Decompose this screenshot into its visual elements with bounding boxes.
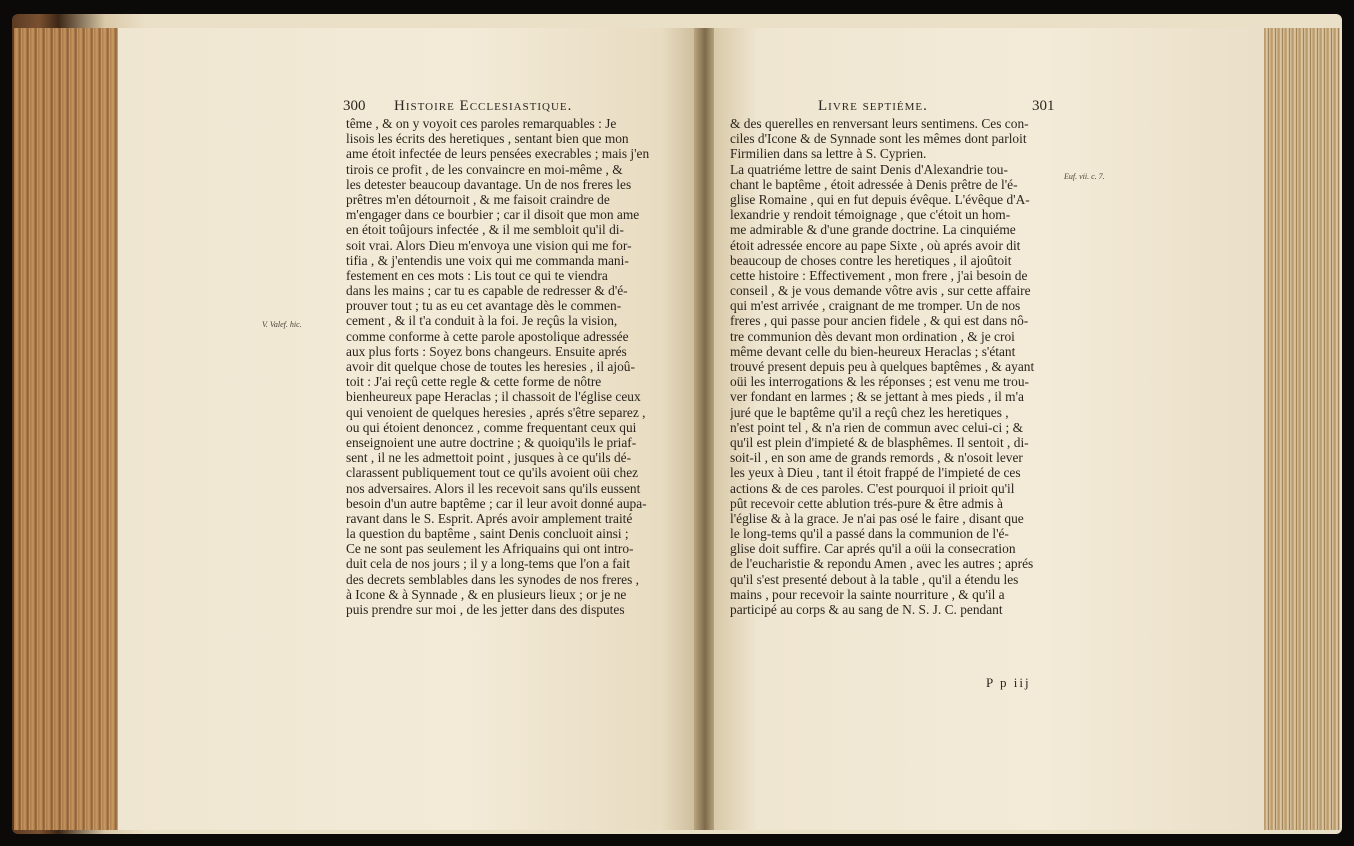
text-line: chant le baptême , étoit adressée à Denis prêtre de l'é- bbox=[730, 176, 1018, 192]
text-line: festement en ces mots : Lis tout ce qui te viendra bbox=[346, 267, 608, 283]
text-line: lisois les écrits des heretiques , sentant bien que mon bbox=[346, 131, 629, 147]
right-margin-note: Euf. vii. c. 7. bbox=[1064, 172, 1105, 181]
text-line: les yeux à Dieu , tant il étoit frappé de l'impieté de ces bbox=[730, 465, 1021, 481]
text-line: beaucoup de choses contre les heretiques , il ajoûtoit bbox=[730, 252, 1012, 268]
left-page-edges bbox=[14, 28, 124, 830]
text-line: ravant dans le S. Esprit. Aprés avoir amplement traité bbox=[346, 510, 633, 526]
text-line: soit vrai. Alors Dieu m'envoya une vision qui me for- bbox=[346, 237, 632, 253]
left-page-text bbox=[346, 116, 681, 617]
text-line: glise doit suffire. Car aprés qu'il a oüi la consecration bbox=[730, 541, 1016, 557]
text-line: comme conforme à cette parole apostolique adressée bbox=[346, 328, 629, 344]
text-line: cette histoire : Effectivement , mon frere , j'ai besoin de bbox=[730, 267, 1028, 283]
text-line: pût recevoir cette ablution trés-pure & être admis à bbox=[730, 495, 1003, 511]
text-line: ciles d'Icone & de Synnade sont les mêmes dont parloit bbox=[730, 131, 1027, 147]
left-margin-note: V. Valef. hic. bbox=[262, 320, 302, 329]
text-line: & des querelles en renversant leurs sentimens. Ces con- bbox=[730, 116, 1029, 131]
text-line: participé au corps & au sang de N. S. J. C. pendant bbox=[730, 602, 1003, 617]
text-line: lexandrie y rendoit témoignage , que c'étoit un hom- bbox=[730, 207, 1011, 223]
right-running-head: Livre septiéme. bbox=[818, 98, 928, 114]
text-line: duit cela de nos jours ; il y a long-tems que l'on a fait bbox=[346, 556, 630, 572]
left-running-head: Histoire Ecclesiastique. bbox=[394, 98, 573, 114]
text-line: soit-il , en son ame de grands remords , & n'osoit lever bbox=[730, 450, 1023, 466]
text-line: actions & de ces paroles. C'est pourquoi il prioit qu'il bbox=[730, 480, 1015, 496]
text-line: glise Romaine , qui en fut depuis évêque. L'évêque d'A- bbox=[730, 191, 1030, 207]
text-line: les detester beaucoup davantage. Un de nos freres les bbox=[346, 176, 632, 192]
text-line: oüi les interrogations & les réponses ; est venu me trou- bbox=[730, 374, 1029, 390]
text-line: juré que le baptême qu'il a reçû chez les heretiques , bbox=[730, 404, 1009, 420]
text-line: qui venoient de quelques heresies , aprés s'être separez , bbox=[346, 404, 646, 420]
text-line: clarassent publiquement tout ce qu'ils avoient oüi chez bbox=[346, 465, 639, 481]
text-line: qu'il est plein d'impieté & de blasphêmes. Il sentoit , di- bbox=[730, 434, 1029, 450]
right-page-edges bbox=[1262, 28, 1340, 830]
signature-mark: P p iij bbox=[986, 675, 1031, 690]
text-line: puis prendre sur moi , de les jetter dans des disputes bbox=[346, 602, 625, 617]
text-line: sent , il ne les admettoit point , jusques à ce qu'ils dé- bbox=[346, 450, 632, 466]
text-line: nos adversaires. Alors il les recevoit sans qu'ils eussent bbox=[346, 480, 641, 496]
text-line: n'est point tel , & n'a rien de commun avec celui-ci ; & bbox=[730, 419, 1024, 435]
text-line: des decrets semblables dans les synodes de nos freres , bbox=[346, 571, 640, 587]
text-line: de l'eucharistie & repondu Amen , avec les autres ; aprés bbox=[730, 556, 1034, 572]
text-line: enseignoient une autre doctrine ; & quoiqu'ils le priaf- bbox=[346, 434, 637, 450]
text-line: Firmilien dans sa lettre à S. Cyprien. bbox=[730, 146, 927, 162]
right-page-text bbox=[730, 116, 1065, 617]
book-gutter bbox=[694, 28, 716, 830]
text-line: tême , & on y voyoit ces paroles remarquables : Je bbox=[346, 116, 617, 131]
text-line: l'église & à la grace. Je n'ai pas osé le faire , disant que bbox=[730, 510, 1024, 526]
left-page-number: 300 bbox=[343, 98, 366, 114]
text-line: qui m'est arrivée , craignant de me tromper. Un de nos bbox=[730, 298, 1021, 314]
text-line: même devant celle du bien-heureux Heraclas ; s'étant bbox=[730, 343, 1016, 359]
text-line: le long-tems qu'il a passé dans la communion de l'é- bbox=[730, 526, 1009, 542]
text-line: en étoit toûjours infectée , & il me sembloit qu'il di- bbox=[346, 222, 624, 238]
text-line: la question du baptême , saint Denis concluoit ainsi ; bbox=[346, 526, 629, 542]
text-line: cement , & il t'a conduit à la foi. Je reçûs la vision, bbox=[346, 313, 618, 329]
text-line: mains , pour recevoir la sainte nourriture , & qu'il a bbox=[730, 586, 1005, 602]
text-line: me admirable & d'une grande doctrine. La cinquiéme bbox=[730, 222, 1016, 238]
text-line: trouvé present depuis peu à quelques baptêmes , & ayant bbox=[730, 359, 1035, 374]
text-line: bienheureux pape Heraclas ; il chassoit de l'église ceux bbox=[346, 389, 641, 405]
text-line: ver fondant en larmes ; & se jettant à mes pieds , il m'a bbox=[730, 389, 1024, 405]
text-line: aux plus forts : Soyez bons changeurs. Ensuite aprés bbox=[346, 343, 627, 359]
text-line: tifia , & j'entendis une voix qui me commanda mani- bbox=[346, 252, 629, 268]
text-line: Ce ne sont pas seulement les Afriquains qui ont intro- bbox=[346, 541, 634, 557]
text-line: à Icone & à Synnade , & en plusieurs lieux ; or je ne bbox=[346, 586, 627, 602]
text-line: dans les mains ; car tu es capable de redresser & d'é- bbox=[346, 283, 628, 299]
text-line: conseil , & je vous demande vôtre avis , sur cette affaire bbox=[730, 283, 1031, 299]
text-line: toit : J'ai reçû cette regle & cette forme de nôtre bbox=[346, 374, 602, 390]
text-line: freres , qui passe pour ancien fidele , & qui est dans nô- bbox=[730, 313, 1029, 329]
text-line: avoir dit quelque chose de toutes les heresies , il ajoû- bbox=[346, 359, 635, 374]
right-page-number: 301 bbox=[1032, 98, 1055, 114]
text-line: ou qui étoient denoncez , comme frequentant ceux qui bbox=[346, 419, 637, 435]
text-line: prêtres m'en détournoit , & me faisoit craindre de bbox=[346, 191, 610, 207]
text-line: prouver tout ; tu as eu cet avantage dès le commen- bbox=[346, 298, 622, 314]
text-line: La quatriéme lettre de saint Denis d'Alexandrie tou- bbox=[730, 161, 1008, 177]
text-line: tre communion dès devant mon ordination , & je croi bbox=[730, 328, 1015, 344]
text-line: besoin d'un autre baptême ; car il leur avoit donné aupa- bbox=[346, 495, 647, 511]
text-line: ame étoit infectée de leurs pensées execrables ; mais j'en bbox=[346, 146, 650, 162]
text-line: qu'il s'est presenté debout à la table , qu'il a étendu les bbox=[730, 571, 1019, 587]
text-line: étoit adressée encore au pape Sixte , où aprés avoir dit bbox=[730, 237, 1021, 253]
text-line: tirois ce profit , de les convaincre en moi-même , & bbox=[346, 161, 623, 177]
text-line: m'engager dans ce bourbier ; car il disoit que mon ame bbox=[346, 207, 640, 223]
